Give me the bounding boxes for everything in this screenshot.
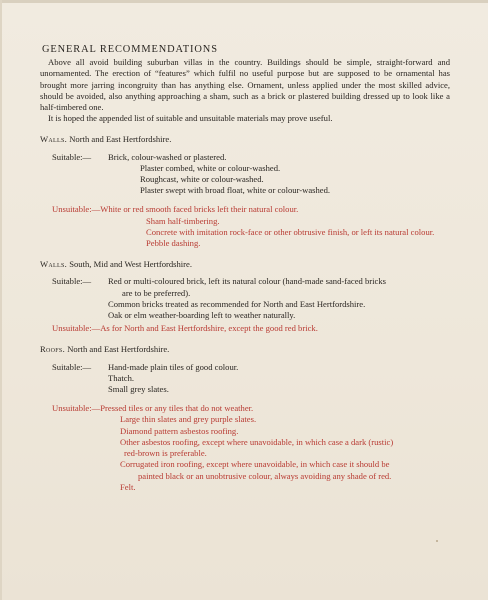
suitable-row <box>40 276 450 321</box>
page-heading: GENERAL RECOMMENDATIONS <box>42 44 218 55</box>
unsuitable-list <box>100 323 450 334</box>
section-walls-south-mid-west <box>40 259 450 334</box>
list-item: As for North and East Hertfordshire, except the good red brick. <box>100 323 318 334</box>
page-content <box>40 44 450 496</box>
suitable-label: Suitable:— <box>52 151 92 162</box>
suitable-label: Suitable:— <box>52 361 92 372</box>
page-edge-top <box>0 0 488 3</box>
section-title <box>40 259 450 270</box>
list-item: White or red smooth faced bricks left their natural colour. <box>100 204 299 215</box>
list-item: Thatch. <box>108 372 135 383</box>
section-title-rest: North and East Hertfordshire. <box>69 134 172 145</box>
paper-speck <box>436 540 438 542</box>
suitable-list <box>108 276 450 321</box>
list-item: Oak or elm weather-boarding left to weather naturally. <box>108 310 296 321</box>
unsuitable-list <box>100 204 450 215</box>
section-title <box>40 134 450 145</box>
list-item: Pebble dashing. <box>146 238 201 249</box>
suitable-list <box>108 152 450 197</box>
list-item: Small grey slates. <box>108 384 169 395</box>
section-title-caps: Walls. <box>40 259 68 270</box>
list-item: Red or multi-coloured brick, left its natural colour (hand-made sand-faced bricks <box>108 276 387 287</box>
section-title-rest: North and East Hertfordshire. <box>67 344 170 355</box>
section-roofs-north-east <box>40 344 450 492</box>
section-walls-north-east <box>40 134 450 249</box>
unsuitable-label: Unsuitable:— <box>52 323 101 334</box>
list-item: Sham half-timbering. <box>146 215 220 226</box>
section-title-caps: Walls. <box>40 134 68 145</box>
unsuitable-label: Unsuitable:— <box>52 403 101 414</box>
section-title-caps: Roofs. <box>40 344 66 355</box>
list-item: Large thin slates and grey purple slates. <box>120 414 257 425</box>
intro-paragraph: Above all avoid building suburban villas in the country. Buildings should be simple, straight-forward and unornamented. The erection of “features” which fulfil no useful purpose but are supposed to be ornamental has brought more jarring incongruity than has anything else. Ornament, unless applied under the most skilled advice, should be avoided, also anything approaching a sham, such as a brick or plastered building dressed up to look like a half-timbered one. <box>40 57 450 113</box>
list-item: Other asbestos roofing, except where unavoidable, in which case a dark (rustic) <box>120 436 394 447</box>
list-item: Felt. <box>120 481 136 492</box>
list-item-continuation: painted black or an unobtrusive colour, always avoiding any shade of red. <box>138 470 392 481</box>
list-item: Concrete with imitation rock-face or other obtrusive finish, or left its natural colour. <box>146 226 435 237</box>
list-item: Plaster combed, white or colour-washed. <box>140 162 281 173</box>
unsuitable-row <box>40 323 450 334</box>
page-edge-left <box>0 0 2 600</box>
unsuitable-list-cont <box>40 216 450 250</box>
list-item: Diamond pattern asbestos roofing. <box>120 425 239 436</box>
list-item: Corrugated iron roofing, except where unavoidable, in which case it should be <box>120 459 390 470</box>
suitable-row <box>40 152 450 197</box>
unsuitable-list-cont <box>40 414 450 492</box>
section-title <box>40 344 450 355</box>
list-item: Common bricks treated as recommended for North and East Hertfordshire. <box>108 298 366 309</box>
suitable-row <box>40 362 450 396</box>
suitable-label: Suitable:— <box>52 276 92 287</box>
intro-note: It is hoped the appended list of suitable and unsuitable materials may prove useful. <box>48 113 333 124</box>
unsuitable-label: Unsuitable:— <box>52 204 101 215</box>
unsuitable-list <box>100 403 450 414</box>
section-title-rest: South, Mid and West Hertfordshire. <box>69 259 193 270</box>
list-item: Roughcast, white or colour-washed. <box>140 174 264 185</box>
list-item: Plaster swept with broad float, white or colour-washed. <box>140 185 331 196</box>
unsuitable-row <box>40 204 450 215</box>
list-item: Pressed tiles or any tiles that do not weather. <box>100 403 254 414</box>
suitable-list <box>108 362 450 396</box>
list-item: Hand-made plain tiles of good colour. <box>108 361 239 372</box>
list-item: Brick, colour-washed or plastered. <box>108 151 227 162</box>
list-item-continuation: red-brown is preferable. <box>124 448 207 459</box>
unsuitable-row <box>40 403 450 414</box>
list-item-continuation: are to be preferred). <box>122 287 191 298</box>
